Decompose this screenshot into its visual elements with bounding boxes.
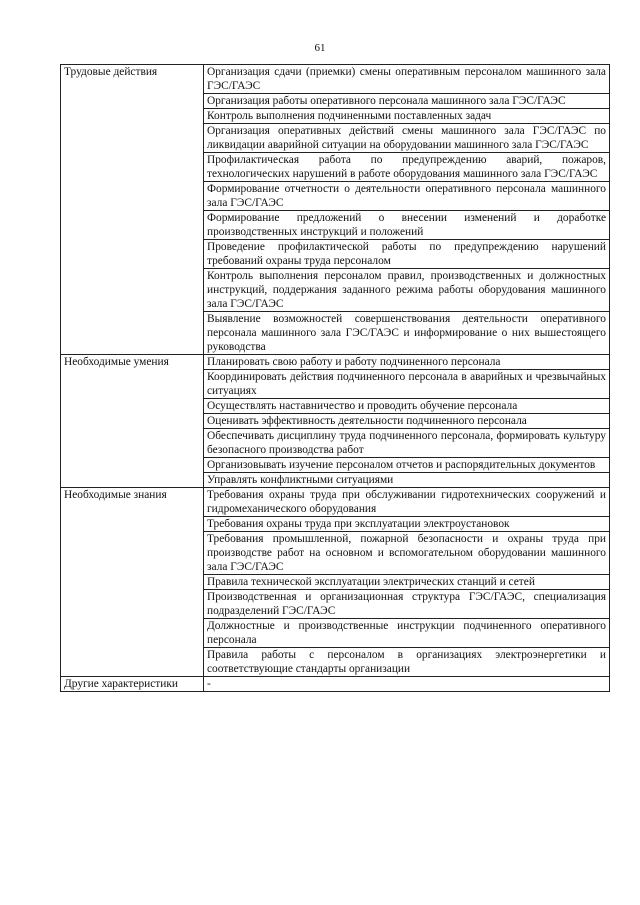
- requirement-item: Правила технической эксплуатации электрических станций и сетей: [204, 575, 610, 590]
- section-label: Необходимые знания: [61, 488, 204, 677]
- requirement-item: Организовывать изучение персоналом отчетов и распорядительных документов: [204, 458, 610, 473]
- requirement-item: Осуществлять наставничество и проводить обучение персонала: [204, 399, 610, 414]
- requirement-item: Должностные и производственные инструкции подчиненного оперативного персонала: [204, 619, 610, 648]
- requirement-item: Требования охраны труда при эксплуатации электроустановок: [204, 517, 610, 532]
- requirement-item: Производственная и организационная структура ГЭС/ГАЭС, специализация подразделений ГЭС/ГАЭС: [204, 590, 610, 619]
- requirement-item: Оценивать эффективность деятельности подчиненного персонала: [204, 414, 610, 429]
- section-label: Другие характеристики: [61, 677, 204, 692]
- table-row: [61, 65, 610, 94]
- requirement-item: Профилактическая работа по предупреждению аварий, пожаров, технологических нарушений в работе оборудования машинного зала ГЭС/ГАЭС: [204, 153, 610, 182]
- requirement-item: Обеспечивать дисциплину труда подчиненного персонала, формировать культуру безопасного производства работ: [204, 429, 610, 458]
- section-label: Необходимые умения: [61, 355, 204, 488]
- requirements-table-body: [61, 65, 610, 692]
- requirement-item: Проведение профилактической работы по предупреждению нарушений требований охраны труда персоналом: [204, 240, 610, 269]
- page-number: 61: [314, 42, 326, 54]
- requirements-table: [60, 64, 610, 692]
- requirement-item: Формирование предложений о внесении изменений и доработке производственных инструкций и положений: [204, 211, 610, 240]
- requirement-item: Контроль выполнения подчиненными поставленных задач: [204, 109, 610, 124]
- table-row: [61, 355, 610, 370]
- requirement-item: Организация работы оперативного персонала машинного зала ГЭС/ГАЭС: [204, 94, 610, 109]
- requirement-item: Организация оперативных действий смены машинного зала ГЭС/ГАЭС по ликвидации аварийной ситуации на оборудовании машинного зала ГЭС/ГАЭС: [204, 124, 610, 153]
- requirement-item: Формирование отчетности о деятельности оперативного персонала машинного зала ГЭС/ГАЭС: [204, 182, 610, 211]
- requirement-item: Правила работы с персоналом в организациях электроэнергетики и соответствующие стандарты организации: [204, 648, 610, 677]
- requirement-item: Планировать свою работу и работу подчиненного персонала: [204, 355, 610, 370]
- requirement-item: Выявление возможностей совершенствования деятельности оперативного персонала машинного зала ГЭС/ГАЭС и информирование о них вышестоящего руководства: [204, 312, 610, 355]
- table-row: [61, 677, 610, 692]
- requirement-item: Организация сдачи (приемки) смены оперативным персоналом машинного зала ГЭС/ГАЭС: [204, 65, 610, 94]
- requirement-item: Контроль выполнения персоналом правил, производственных и должностных инструкций, поддержания заданного режима работы оборудования машинного зала ГЭС/ГАЭС: [204, 269, 610, 312]
- section-label: Трудовые действия: [61, 65, 204, 355]
- table-row: [61, 488, 610, 517]
- requirement-item: Требования промышленной, пожарной безопасности и охраны труда при производстве работ на основном и вспомогательном оборудовании машинного зала ГЭС/ГАЭС: [204, 532, 610, 575]
- requirement-item: Управлять конфликтными ситуациями: [204, 473, 610, 488]
- requirement-item: -: [204, 677, 610, 692]
- requirement-item: Координировать действия подчиненного персонала в аварийных и чрезвычайных ситуациях: [204, 370, 610, 399]
- requirement-item: Требования охраны труда при обслуживании гидротехнических сооружений и гидромеханического оборудования: [204, 488, 610, 517]
